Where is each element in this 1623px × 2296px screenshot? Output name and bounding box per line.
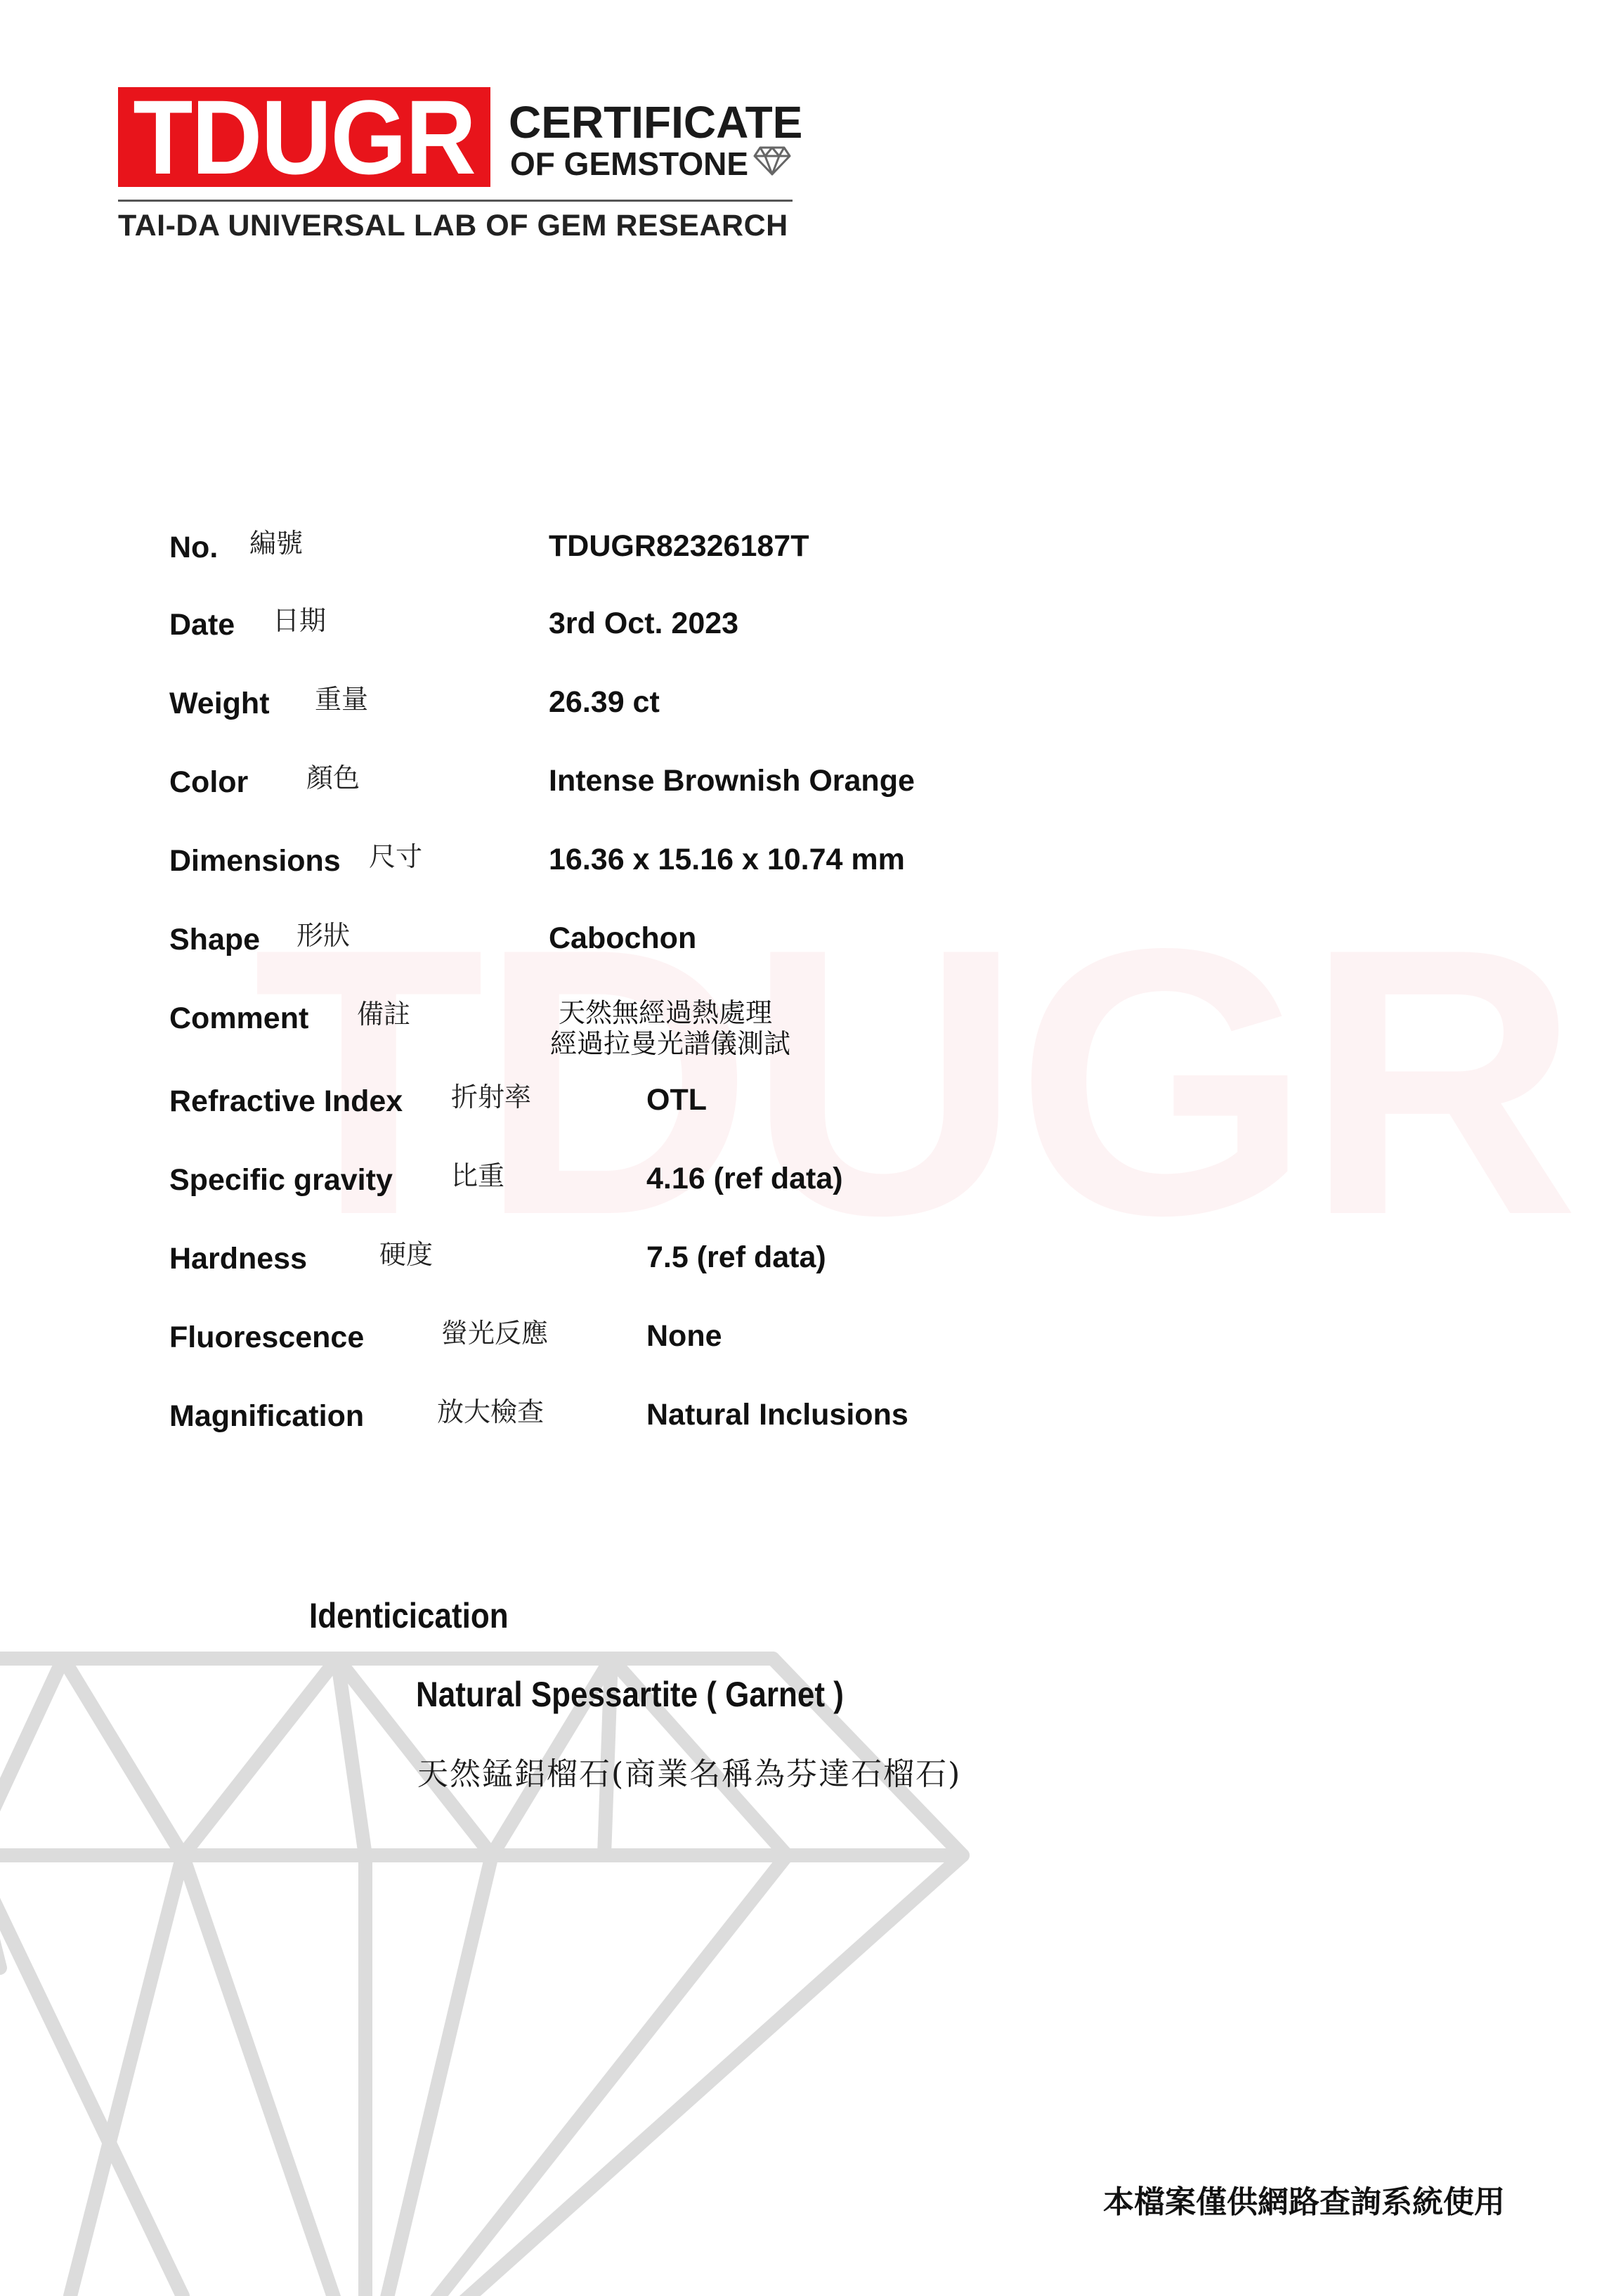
value-dimensions: 16.36 x 15.16 x 10.74 mm xyxy=(549,843,905,876)
label-comment: Comment xyxy=(169,1001,309,1035)
label-fluorescence: Fluorescence xyxy=(169,1321,365,1354)
label-weight: Weight xyxy=(169,687,270,720)
brand-logo xyxy=(118,78,490,196)
logo-text: TDUGR xyxy=(133,78,476,196)
label-dimensions: Dimensions xyxy=(169,844,341,878)
value-comment-line2: 經過拉曼光譜儀測試 xyxy=(550,1028,791,1059)
value-refractive-index: OTL xyxy=(646,1083,707,1117)
label-specific-gravity: Specific gravity xyxy=(169,1163,393,1197)
label-dimensions-cn: 尺寸 xyxy=(369,841,423,872)
value-specific-gravity: 4.16 (ref data) xyxy=(646,1162,843,1195)
certificate-subtitle: OF GEMSTONE xyxy=(510,145,749,182)
label-hardness: Hardness xyxy=(169,1242,307,1276)
value-weight: 26.39 ct xyxy=(549,685,660,719)
label-specific-gravity-cn: 比重 xyxy=(451,1160,505,1191)
label-refractive-index: Refractive Index xyxy=(169,1084,403,1118)
label-fluorescence-cn: 螢光反應 xyxy=(441,1318,549,1349)
lab-name: TAI-DA UNIVERSAL LAB OF GEM RESEARCH xyxy=(118,209,788,242)
value-hardness: 7.5 (ref data) xyxy=(646,1240,826,1274)
label-date-cn: 日期 xyxy=(273,605,327,636)
diamond-icon xyxy=(753,146,791,176)
label-weight-cn: 重量 xyxy=(315,684,369,715)
label-magnification: Magnification xyxy=(169,1399,365,1433)
label-number: No. xyxy=(169,531,219,564)
label-number-cn: 編號 xyxy=(249,528,304,559)
label-hardness-cn: 硬度 xyxy=(379,1239,434,1270)
diamond-watermark-icon xyxy=(0,1645,984,2296)
value-magnification: Natural Inclusions xyxy=(646,1398,908,1432)
header-divider xyxy=(118,200,793,202)
label-magnification-cn: 放大檢查 xyxy=(437,1396,545,1427)
identification-heading: Identicication xyxy=(309,1596,509,1635)
value-color: Intense Brownish Orange xyxy=(549,764,915,798)
label-refractive-index-cn: 折射率 xyxy=(451,1082,532,1113)
label-shape-cn: 形狀 xyxy=(296,920,351,951)
identification-name: Natural Spessartite ( Garnet ) xyxy=(416,1675,844,1714)
label-color-cn: 顏色 xyxy=(306,763,360,793)
value-number: TDUGR82326187T xyxy=(549,529,809,563)
value-shape: Cabochon xyxy=(549,921,697,955)
label-comment-cn: 備註 xyxy=(357,999,411,1030)
identification-name-cn: 天然錳鋁榴石(商業名稱為芬達石榴石) xyxy=(417,1756,962,1792)
label-date: Date xyxy=(169,608,235,642)
footer-note: 本檔案僅供網路查詢系統使用 xyxy=(1103,2185,1505,2219)
label-color: Color xyxy=(169,765,249,799)
value-comment-line1: 天然無經過熱處理 xyxy=(559,997,773,1028)
label-shape: Shape xyxy=(169,923,261,956)
certificate-title: CERTIFICATE xyxy=(509,97,803,148)
value-fluorescence: None xyxy=(646,1319,722,1353)
value-date: 3rd Oct. 2023 xyxy=(549,607,739,640)
